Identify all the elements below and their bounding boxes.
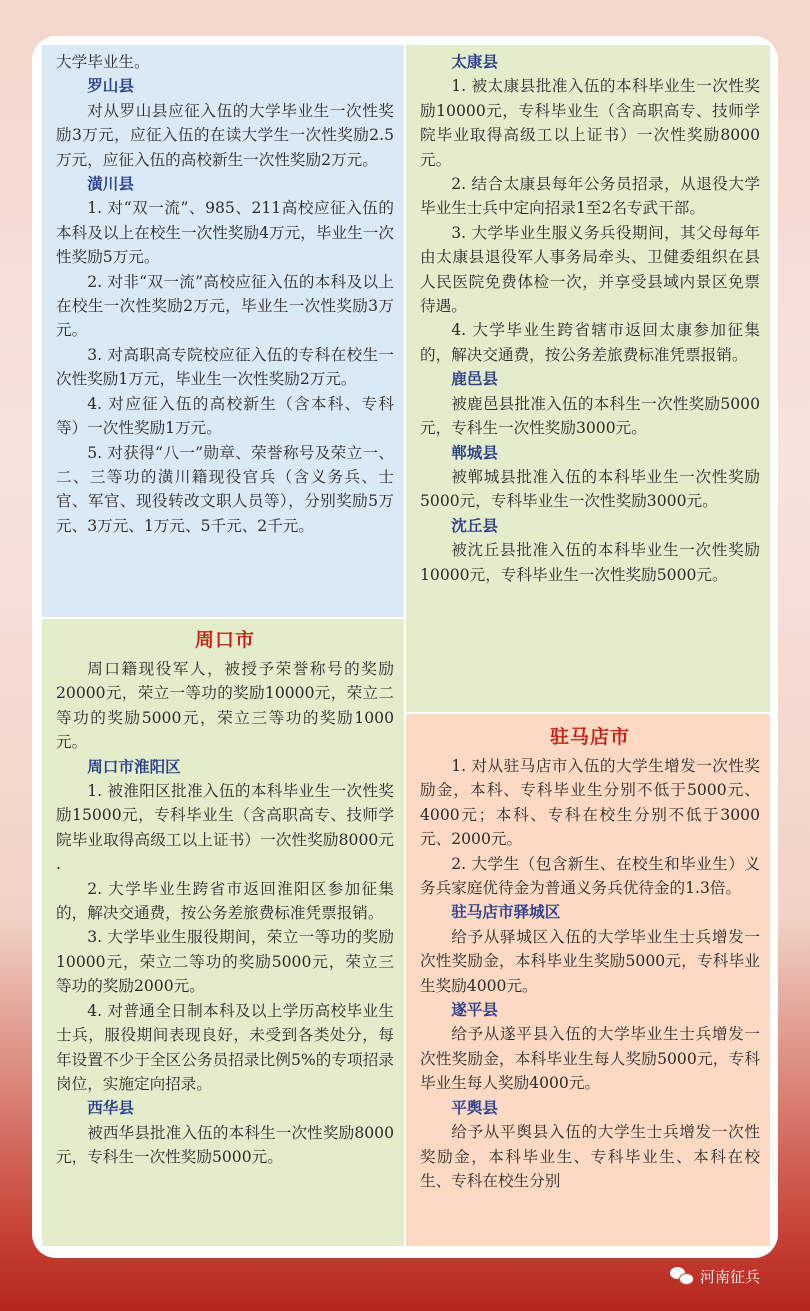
county-heading: 遂平县 bbox=[451, 1000, 498, 1020]
county-heading: 西华县 bbox=[87, 1098, 134, 1118]
column-zhumadian bbox=[406, 714, 770, 1246]
account-watermark bbox=[670, 1263, 760, 1289]
county-heading: 郸城县 bbox=[451, 442, 498, 462]
paragraph: 1. 被太康县批准入伍的本科毕业生一次性奖励10000元，专科毕业生（含高职高专、技师学院毕业取得高级工以上证书）一次性奖励8000元。 bbox=[420, 77, 760, 169]
paragraph: 被鹿邑县批准入伍的本科生一次性奖励5000元，专科生一次性奖励3000元。 bbox=[420, 394, 760, 438]
column-zhoukou-counties bbox=[406, 45, 770, 712]
county-heading: 太康县 bbox=[451, 52, 498, 71]
paragraph: 1. 对从驻马店市入伍的大学生增发一次性奖励金，本科、专科毕业生分别不低于5000元、4000元；本科、专科在校生分别不低于3000元、2000元。 bbox=[420, 757, 760, 849]
county-heading: 鹿邑县 bbox=[451, 369, 498, 389]
county-heading: 沈丘县 bbox=[451, 515, 498, 535]
wechat-icon bbox=[670, 1266, 694, 1286]
column-body bbox=[56, 619, 394, 1170]
account-name: 河南征兵 bbox=[700, 1267, 761, 1286]
paragraph: 2. 大学生（包含新生、在校生和毕业生）义务兵家庭优待金为普通义务兵优待金的1.3倍。 bbox=[420, 854, 760, 898]
column-body bbox=[420, 714, 760, 1193]
paragraph: 大学毕业生。 bbox=[56, 53, 150, 71]
paragraph: 被郸城县批准入伍的本科毕业生一次性奖励5000元，专科毕业生一次性奖励3000元。 bbox=[420, 467, 760, 511]
paragraph: 对从罗山县应征入伍的大学毕业生一次性奖励3万元，应征入伍的在读大学生一次性奖励2.5万元，应征入伍的高校新生一次性奖励2万元。 bbox=[56, 101, 394, 169]
column-body bbox=[420, 45, 760, 587]
paragraph: 3. 大学毕业生服役期间，荣立一等功的奖励10000元，荣立二等功的奖励5000元，荣立三等功的奖励2000元。 bbox=[56, 928, 394, 996]
paragraph: 给予从平舆县入伍的大学生士兵增发一次性奖励金，本科毕业生、专科毕业生、本科在校生、专科在校生分别 bbox=[420, 1123, 760, 1190]
paragraph: 5. 对获得“八一”勋章、荣誉称号及荣立一、二、三等功的潢川籍现役官兵（含义务兵、士官、军官、现役转改文职人员等），分别奖励5万元、3万元、1万元、5千元、2千元。 bbox=[56, 443, 394, 535]
column-zhoukou bbox=[42, 619, 404, 1246]
paragraph: 4. 对应征入伍的高校新生（含本科、专科等）一次性奖励1万元。 bbox=[56, 394, 394, 438]
paragraph: 3. 对高职高专院校应征入伍的专科在校生一次性奖励1万元，毕业生一次性奖励2万元。 bbox=[56, 345, 394, 389]
paragraph: 被西华县批准入伍的本科生一次性奖励8000元，专科生一次性奖励5000元。 bbox=[56, 1123, 394, 1167]
paragraph: 给予从遂平县入伍的大学毕业生士兵增发一次性奖励金，本科毕业生每人奖励5000元，专科毕业生每人奖励4000元。 bbox=[420, 1025, 760, 1093]
column-xinyang-counties bbox=[42, 45, 404, 617]
county-heading: 潢川县 bbox=[87, 174, 134, 194]
paragraph: 2. 大学毕业生跨省市返回淮阳区参加征集的，解决交通费，按公务差旅费标准凭票报销。 bbox=[56, 879, 394, 923]
paragraph: 3. 大学毕业生服义务兵役期间，其父母每年由太康县退役军人事务局牵头、卫健委组织在县人民医院免费体检一次，并享受县域内景区免票待遇。 bbox=[420, 223, 760, 316]
county-heading: 驻马店市驿城区 bbox=[451, 902, 561, 922]
paragraph: 给予从驿城区入伍的大学毕业生士兵增发一次性奖励金，本科毕业生奖励5000元，专科毕业生奖励4000元。 bbox=[420, 927, 760, 995]
paragraph: 2. 结合太康县每年公务员招录，从退役大学毕业生士兵中定向招录1至2名专武干部。 bbox=[420, 175, 760, 218]
county-heading: 周口市淮阳区 bbox=[87, 756, 181, 776]
city-heading: 驻马店市 bbox=[549, 726, 630, 748]
city-heading: 周口市 bbox=[194, 629, 255, 651]
paragraph: 被沈丘县批准入伍的本科毕业生一次性奖励10000元，专科毕业生一次性奖励5000元。 bbox=[420, 541, 760, 584]
paragraph: 1. 对“双一流”、985、211高校应征入伍的本科及以上在校生一次性奖励4万元，毕业生一次性奖励5万元。 bbox=[56, 199, 394, 267]
column-body bbox=[56, 45, 394, 538]
paragraph: 1. 被淮阳区批准入伍的本科毕业生一次性奖励15000元，专科毕业生（含高职高专、技师学院毕业取得高级工以上证书）一次性奖励8000元 . bbox=[56, 782, 394, 874]
county-heading: 罗山县 bbox=[87, 76, 134, 96]
paragraph: 4. 对普通全日制本科及以上学历高校毕业生士兵，服役期间表现良好，未受到各类处分，每年设置不少于全区公务员招录比例5%的专项招录岗位，实施定向招录。 bbox=[56, 1001, 394, 1093]
paragraph: 周口籍现役军人，被授予荣誉称号的奖励20000元，荣立一等功的奖励10000元，荣立二等功的奖励5000元，荣立三等功的奖励1000元。 bbox=[56, 660, 394, 752]
county-heading: 平舆县 bbox=[451, 1097, 498, 1117]
paragraph: 2. 对非“双一流”高校应征入伍的本科及以上在校生一次性奖励2万元，毕业生一次性奖励3万元。 bbox=[56, 272, 394, 340]
paragraph: 4. 大学毕业生跨省辖市返回太康参加征集的，解决交通费，按公务差旅费标准凭票报销。 bbox=[420, 321, 760, 364]
